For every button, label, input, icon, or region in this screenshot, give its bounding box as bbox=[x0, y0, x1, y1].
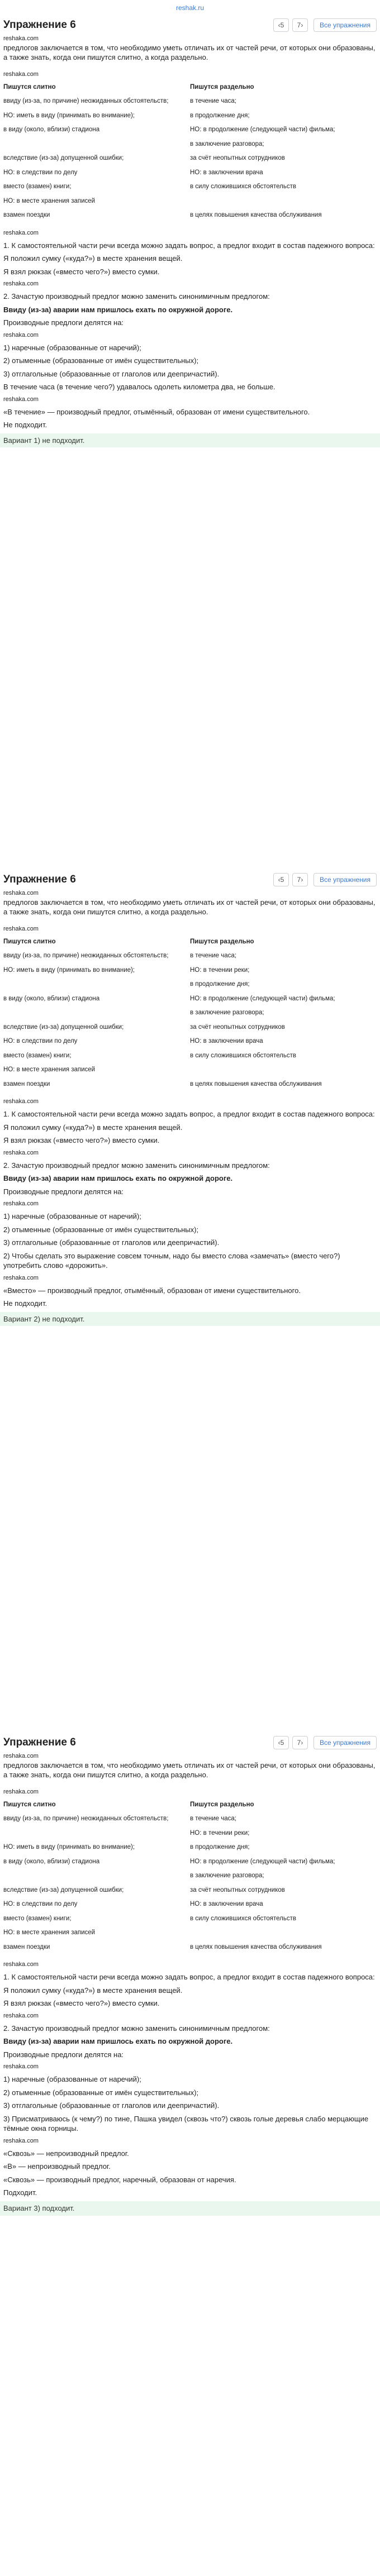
exercise-header bbox=[3, 1733, 377, 1752]
text-line: 2) Чтобы сделать это выражение совсем точным, надо бы вместо слова «замечать» (вместо чего?) употребить слово «дорожить». bbox=[3, 1251, 340, 1270]
table-cell: в заключение разговора; bbox=[190, 140, 264, 147]
table-cell: вследствие (из-за) допущенной ошибки; bbox=[3, 1886, 124, 1893]
text-line: «Сквозь» — непроизводный предлог. bbox=[3, 2149, 129, 2158]
table-row bbox=[3, 1078, 377, 1093]
watermark: reshaka.com bbox=[3, 2012, 39, 2019]
text-line: Ввиду (из-за) аварии нам пришлось ехать по окружной дороге. bbox=[3, 2037, 233, 2046]
table-row bbox=[3, 964, 377, 979]
table-row bbox=[3, 209, 377, 223]
table-cell: вместо (взамен) книги; bbox=[3, 183, 72, 190]
table-row bbox=[3, 95, 377, 109]
table-cell: в целях повышения качества обслуживания bbox=[190, 1080, 322, 1087]
table-cell: вследствие (из-за) допущенной ошибки; bbox=[3, 1023, 124, 1031]
table-cell: НО: в заключении врача bbox=[190, 1901, 263, 1908]
intro-text: предлогов заключается в том, что необходимо уметь отличать их от частей речи, от которых они образованы, а также знать, когда они пишутся слитно, а когда раздельно. bbox=[3, 43, 376, 62]
table-cell bbox=[190, 195, 377, 209]
table-row bbox=[3, 166, 377, 181]
table-cell: НО: в продолжение (следующей части) фильма; bbox=[190, 126, 335, 133]
table-row bbox=[3, 138, 377, 152]
table-header-cell: Пишутся раздельно bbox=[190, 938, 254, 945]
table-cell: в виду (около, вблизи) стадиона bbox=[3, 126, 100, 133]
table-row bbox=[3, 1006, 377, 1021]
text-line: 1. К самостоятельной части речи всегда можно задать вопрос, а предлог входит в состав падежного вопроса: bbox=[3, 1110, 375, 1119]
table-cell: НО: в течении реки; bbox=[190, 1829, 250, 1836]
text-line: 1) наречные (образованные от наречий); bbox=[3, 343, 141, 352]
text-line: Производные предлоги делятся на: bbox=[3, 318, 124, 327]
table-cell: НО: в продолжение (следующей части) фильма; bbox=[190, 995, 335, 1002]
table-cell: в виду (около, вблизи) стадиона bbox=[3, 1858, 100, 1865]
table-cell: вследствие (из-за) допущенной ошибки; bbox=[3, 155, 124, 162]
table-cell: в продолжение дня; bbox=[190, 112, 250, 119]
all-exercises-button[interactable]: Все упражнения bbox=[314, 873, 377, 886]
watermark: reshaka.com bbox=[3, 1275, 39, 1281]
watermark: reshaka.com bbox=[3, 1961, 39, 1968]
watermark: reshaka.com bbox=[3, 395, 39, 403]
table-cell: в заключение разговора; bbox=[190, 1009, 264, 1017]
table-row bbox=[3, 1841, 377, 1855]
table-cell bbox=[190, 1926, 377, 1941]
all-exercises-button[interactable]: Все упражнения bbox=[314, 18, 377, 32]
table-header-row bbox=[3, 1799, 377, 1813]
text-line: Ввиду (из-за) аварии нам пришлось ехать по окружной дороге. bbox=[3, 1174, 233, 1183]
text-line: 2. Зачастую производный предлог можно заменить синонимичным предлогом: bbox=[3, 292, 270, 301]
text-line: Я взял рюкзак («вместо чего?») вместо сумки. bbox=[3, 1999, 160, 2008]
table-cell: НО: иметь в виду (принимать во внимание); bbox=[3, 966, 135, 974]
table-header-cell: Пишутся слитно bbox=[3, 1801, 56, 1808]
text-line: 3) отглагольные (образованные от глаголов или деепричастий). bbox=[3, 1238, 220, 1247]
table-cell: НО: в следствии по делу bbox=[3, 169, 78, 176]
table-cell: в течение часа; bbox=[190, 952, 236, 960]
text-line: Ввиду (из-за) аварии нам пришлось ехать по окружной дороге. bbox=[3, 305, 233, 314]
prev-exercise-button[interactable]: ‹ 5 bbox=[273, 1736, 289, 1749]
table-cell: в силу сложившихся обстоятельств bbox=[190, 1915, 297, 1922]
pager bbox=[273, 873, 308, 886]
watermark: reshaka.com bbox=[3, 1788, 39, 1795]
table-cell: ввиду (из-за, по причине) неожиданных обстоятельств; bbox=[3, 1815, 169, 1823]
table-cell: в целях повышения качества обслуживания bbox=[190, 212, 322, 219]
text-line: 1) наречные (образованные от наречий); bbox=[3, 2075, 141, 2084]
table-cell: в виду (около, вблизи) стадиона bbox=[3, 995, 100, 1002]
table-cell bbox=[3, 1869, 190, 1884]
prev-exercise-button[interactable]: ‹ 5 bbox=[273, 873, 289, 886]
answer-banner: Вариант 1) не подходит. bbox=[0, 433, 380, 448]
table-cell: НО: иметь в виду (принимать во внимание); bbox=[3, 112, 135, 119]
prev-exercise-button[interactable]: ‹ 5 bbox=[273, 18, 289, 32]
table-row bbox=[3, 1855, 377, 1870]
table-row bbox=[3, 1869, 377, 1884]
table-header-cell: Пишутся слитно bbox=[3, 83, 56, 90]
table-cell: НО: в продолжение (следующей части) фильма; bbox=[190, 1858, 335, 1865]
intro-text: предлогов заключается в том, что необходимо уметь отличать их от частей речи, от которых они образованы, а также знать, когда они пишутся слитно, а когда раздельно. bbox=[3, 1761, 376, 1780]
text-line: 2) отыменные (образованные от имён существительных); bbox=[3, 356, 199, 365]
pager bbox=[273, 1736, 308, 1749]
text-line: Я положил сумку («куда?») в месте хранения вещей. bbox=[3, 254, 183, 263]
watermark: reshaka.com bbox=[3, 2063, 39, 2071]
exercise-section-3 bbox=[0, 1733, 380, 2565]
table-cell bbox=[3, 978, 190, 993]
table-cell: взамен поездки bbox=[3, 1080, 50, 1087]
site-name[interactable]: reshak.ru bbox=[175, 4, 205, 12]
table-row bbox=[3, 950, 377, 964]
text-line: Не подходит. bbox=[3, 421, 48, 430]
table-cell: в течение часа; bbox=[190, 98, 236, 105]
table-header-cell: Пишутся раздельно bbox=[190, 1801, 254, 1808]
watermark: reshaka.com bbox=[3, 1200, 39, 1208]
text-line: Я взял рюкзак («вместо чего?») вместо сумки. bbox=[3, 267, 160, 276]
text-line: Не подходит. bbox=[3, 1299, 48, 1308]
table-header-row bbox=[3, 936, 377, 950]
text-line: «В» — непроизводный предлог. bbox=[3, 2162, 111, 2171]
table-row bbox=[3, 993, 377, 1007]
watermark: reshaka.com bbox=[3, 280, 39, 288]
table-cell: взамен поездки bbox=[3, 212, 50, 219]
table-header-cell: Пишутся раздельно bbox=[190, 83, 254, 90]
text-line: 2) отыменные (образованные от имён существительных); bbox=[3, 2088, 199, 2097]
table-cell: НО: в заключении врача bbox=[190, 169, 263, 176]
text-line: Я положил сумку («куда?») в месте хранения вещей. bbox=[3, 1986, 183, 1995]
text-line: Производные предлоги делятся на: bbox=[3, 2050, 124, 2059]
text-line: Подходит. bbox=[3, 2188, 37, 2197]
table-row bbox=[3, 1827, 377, 1842]
table-cell: за счёт неопытных сотрудников bbox=[190, 1886, 285, 1893]
table-row bbox=[3, 1812, 377, 1827]
pager bbox=[273, 18, 308, 32]
text-line: «В течение» — производный предлог, отымённый, образован от имени существительного. bbox=[3, 407, 310, 416]
table-row bbox=[3, 123, 377, 138]
next-exercise-button[interactable]: 7 › bbox=[292, 873, 308, 886]
table-cell bbox=[3, 1006, 190, 1021]
exercise-title: Упражнение 6 bbox=[3, 874, 76, 886]
table-cell: в целях повышения качества обслуживания bbox=[190, 1943, 322, 1950]
table-row bbox=[3, 1050, 377, 1064]
text-line: 3) отглагольные (образованные от глаголов или деепричастий). bbox=[3, 369, 220, 378]
watermark: reshaka.com bbox=[3, 70, 39, 78]
text-line: В течение часа (в течение чего?) удавалось одолеть километра два, не больше. bbox=[3, 383, 276, 392]
table-cell: НО: в месте хранения записей bbox=[3, 1066, 96, 1074]
table-row bbox=[3, 1035, 377, 1050]
watermark: reshaka.com bbox=[3, 35, 39, 42]
table-cell: ввиду (из-за, по причине) неожиданных обстоятельств; bbox=[3, 952, 169, 960]
exercise-title: Упражнение 6 bbox=[3, 1737, 76, 1749]
table-cell bbox=[190, 1063, 377, 1078]
site-header[interactable] bbox=[0, 0, 380, 16]
table-cell: НО: иметь в виду (принимать во внимание); bbox=[3, 1844, 135, 1851]
intro-text: предлогов заключается в том, что необходимо уметь отличать их от частей речи, от которых они образованы, а также знать, когда они пишутся слитно, а когда раздельно. bbox=[3, 898, 376, 917]
text-line: 2. Зачастую производный предлог можно заменить синонимичным предлогом: bbox=[3, 2024, 270, 2033]
table-cell: за счёт неопытных сотрудников bbox=[190, 155, 285, 162]
table-cell: НО: в заключении врача bbox=[190, 1038, 263, 1045]
table-row bbox=[3, 1898, 377, 1912]
table-row bbox=[3, 1021, 377, 1036]
answer-banner: Вариант 3) подходит. bbox=[0, 2201, 380, 2216]
table-row bbox=[3, 109, 377, 124]
text-line: 1. К самостоятельной части речи всегда можно задать вопрос, а предлог входит в состав падежного вопроса: bbox=[3, 1973, 375, 1982]
table-header-cell: Пишутся слитно bbox=[3, 938, 56, 945]
text-line: «Сквозь» — производный предлог, наречный, образован от наречия. bbox=[3, 2175, 236, 2184]
exercise-title: Упражнение 6 bbox=[3, 19, 76, 31]
table-cell bbox=[3, 1827, 190, 1842]
next-exercise-button[interactable]: 7 › bbox=[292, 1736, 308, 1749]
table-cell: НО: в месте хранения записей bbox=[3, 197, 96, 204]
table-cell: в продолжение дня; bbox=[190, 981, 250, 988]
table-cell: взамен поездки bbox=[3, 1943, 50, 1950]
text-line: 3) отглагольные (образованные от глаголов или деепричастий). bbox=[3, 2101, 220, 2110]
watermark: reshaka.com bbox=[3, 331, 39, 338]
table-row bbox=[3, 152, 377, 166]
table-row bbox=[3, 195, 377, 209]
table-row bbox=[3, 180, 377, 195]
all-exercises-button[interactable]: Все упражнения bbox=[314, 1736, 377, 1749]
table-row bbox=[3, 1912, 377, 1927]
table-cell bbox=[3, 138, 190, 152]
exercise-section-1 bbox=[0, 16, 380, 870]
watermark: reshaka.com bbox=[3, 229, 39, 236]
table-cell: НО: в течении реки; bbox=[190, 966, 250, 974]
table-header-row bbox=[3, 81, 377, 96]
table-cell: за счёт неопытных сотрудников bbox=[190, 1023, 285, 1031]
exercise-header bbox=[3, 16, 377, 35]
table-row bbox=[3, 1063, 377, 1078]
text-line: Я положил сумку («куда?») в месте хранения вещей. bbox=[3, 1123, 183, 1132]
table-cell: НО: в следствии по делу bbox=[3, 1901, 78, 1908]
watermark: reshaka.com bbox=[3, 2138, 39, 2144]
next-exercise-button[interactable]: 7 › bbox=[292, 18, 308, 32]
table-row bbox=[3, 1941, 377, 1955]
watermark: reshaka.com bbox=[3, 890, 39, 896]
table-cell: НО: в месте хранения записей bbox=[3, 1929, 96, 1936]
text-line: 2) отыменные (образованные от имён существительных); bbox=[3, 1225, 199, 1234]
watermark: reshaka.com bbox=[3, 1098, 39, 1105]
table-cell: ввиду (из-за, по причине) неожиданных обстоятельств; bbox=[3, 98, 169, 105]
table-cell: в силу сложившихся обстоятельств bbox=[190, 183, 297, 190]
text-line: Производные предлоги делятся на: bbox=[3, 1187, 124, 1196]
text-line: 1) наречные (образованные от наречий); bbox=[3, 1212, 141, 1221]
exercise-section-2 bbox=[0, 870, 380, 1733]
text-line: 1. К самостоятельной части речи всегда можно задать вопрос, а предлог входит в состав падежного вопроса: bbox=[3, 241, 375, 250]
watermark: reshaka.com bbox=[3, 925, 39, 932]
prepositions-table bbox=[3, 81, 377, 223]
table-cell: в продолжение дня; bbox=[190, 1844, 250, 1851]
prepositions-table bbox=[3, 1799, 377, 1955]
table-cell: в заключение разговора; bbox=[190, 1872, 264, 1879]
table-cell: вместо (взамен) книги; bbox=[3, 1915, 72, 1922]
table-cell: вместо (взамен) книги; bbox=[3, 1052, 72, 1059]
text-line: 2. Зачастую производный предлог можно заменить синонимичным предлогом: bbox=[3, 1161, 270, 1170]
text-line: «Вместо» — производный предлог, отымённый, образован от имени существительного. bbox=[3, 1286, 301, 1295]
table-cell: в силу сложившихся обстоятельств bbox=[190, 1052, 297, 1059]
answer-banner: Вариант 2) не подходит. bbox=[0, 1312, 380, 1327]
prepositions-table bbox=[3, 936, 377, 1093]
text-line: Я взял рюкзак («вместо чего?») вместо сумки. bbox=[3, 1136, 160, 1145]
watermark: reshaka.com bbox=[3, 1753, 39, 1759]
text-line: 3) Присматриваюсь (к чему?) по тине, Пашка увидел (сквозь что?) сквозь голые деревья слабо мерцающие тёмные окна горницы. bbox=[3, 2114, 369, 2133]
table-cell: в течение часа; bbox=[190, 1815, 236, 1823]
table-row bbox=[3, 978, 377, 993]
table-row bbox=[3, 1926, 377, 1941]
table-cell: НО: в следствии по делу bbox=[3, 1038, 78, 1045]
watermark: reshaka.com bbox=[3, 1149, 39, 1156]
table-row bbox=[3, 1884, 377, 1898]
exercise-header bbox=[3, 870, 377, 889]
